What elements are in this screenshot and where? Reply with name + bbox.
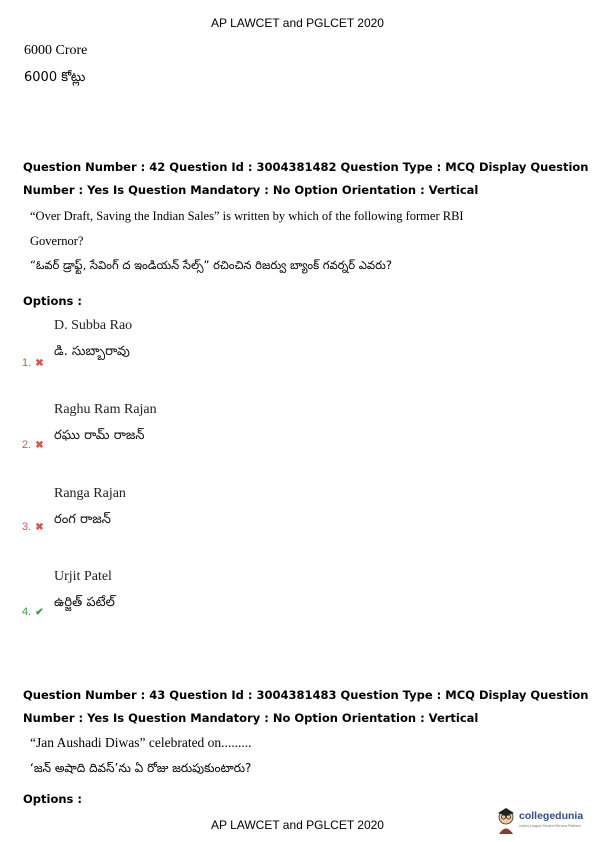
q42-options-label: Options : <box>23 294 82 308</box>
page-header: AP LAWCET and PGLCET 2020 <box>211 16 384 30</box>
q42-option4-telugu: ఉర్జిత్ పటేల్ <box>54 595 115 610</box>
prev-answer-english: 6000 Crore <box>24 43 88 58</box>
q42-option1-telugu: డి. సుబ్బారావు <box>54 344 130 359</box>
option-number: 1. <box>22 357 32 369</box>
q42-text-telugu: “ఓవర్ డ్రాఫ్ట్, సేవింగ్ ద ఇండియన్ సేల్స్” రచించిన రిజర్వు బ్యాంక్ గవర్నర్ ఎవరు? <box>30 258 392 272</box>
collegedunia-logo <box>494 806 589 836</box>
option-number: 4. <box>22 606 32 618</box>
q42-option3-english: Ranga Rajan <box>54 486 126 501</box>
option-number: 3. <box>22 521 32 533</box>
q42-option1-number <box>22 357 44 369</box>
prev-answer-telugu: 6000 కోట్లు <box>24 70 86 85</box>
q42-text-english-line2: Governor? <box>30 234 84 248</box>
logo-wordmark: collegedunia <box>519 810 584 822</box>
q42-option1-english: D. Subba Rao <box>54 318 133 333</box>
q42-option4-english: Urjit Patel <box>54 569 112 584</box>
q42-meta-line2: Number : Yes Is Question Mandatory : No Option Orientation : Vertical <box>23 183 479 197</box>
mascot-icon <box>494 807 518 835</box>
option-number: 2. <box>22 439 32 451</box>
page-footer: AP LAWCET and PGLCET 2020 <box>211 818 384 832</box>
q42-option2-telugu: రఘు రామ్ రాజన్ <box>54 428 145 443</box>
q42-option2-number <box>22 439 44 451</box>
q43-text-telugu: ‘జన్ అషాది దివస్’ను ఏ రోజు జరుపుకుంటారు? <box>30 761 252 775</box>
q43-meta-line2: Number : Yes Is Question Mandatory : No Option Orientation : Vertical <box>23 711 479 725</box>
q42-meta-line1: Question Number : 42 Question Id : 3004381482 Question Type : MCQ Display Question <box>23 160 589 174</box>
q42-option3-telugu: రంగ రాజన్ <box>54 512 111 527</box>
q42-text-english-line1: “Over Draft, Saving the Indian Sales” is written by which of the following former RBI <box>30 209 464 223</box>
q42-option3-number <box>22 521 44 533</box>
cross-icon: ✖ <box>35 522 44 533</box>
q43-options-label: Options : <box>23 792 82 806</box>
q43-meta-line1: Question Number : 43 Question Id : 3004381483 Question Type : MCQ Display Question <box>23 688 589 702</box>
logo-tagline: India's Largest Student Review Platform <box>519 824 582 828</box>
cross-icon: ✖ <box>35 440 44 451</box>
cross-icon: ✖ <box>35 358 44 369</box>
q42-option4-number <box>22 606 44 618</box>
q42-option2-english: Raghu Ram Rajan <box>54 402 157 417</box>
q43-text-english: “Jan Aushadi Diwas” celebrated on......... <box>30 735 252 750</box>
check-icon: ✔ <box>35 607 44 618</box>
